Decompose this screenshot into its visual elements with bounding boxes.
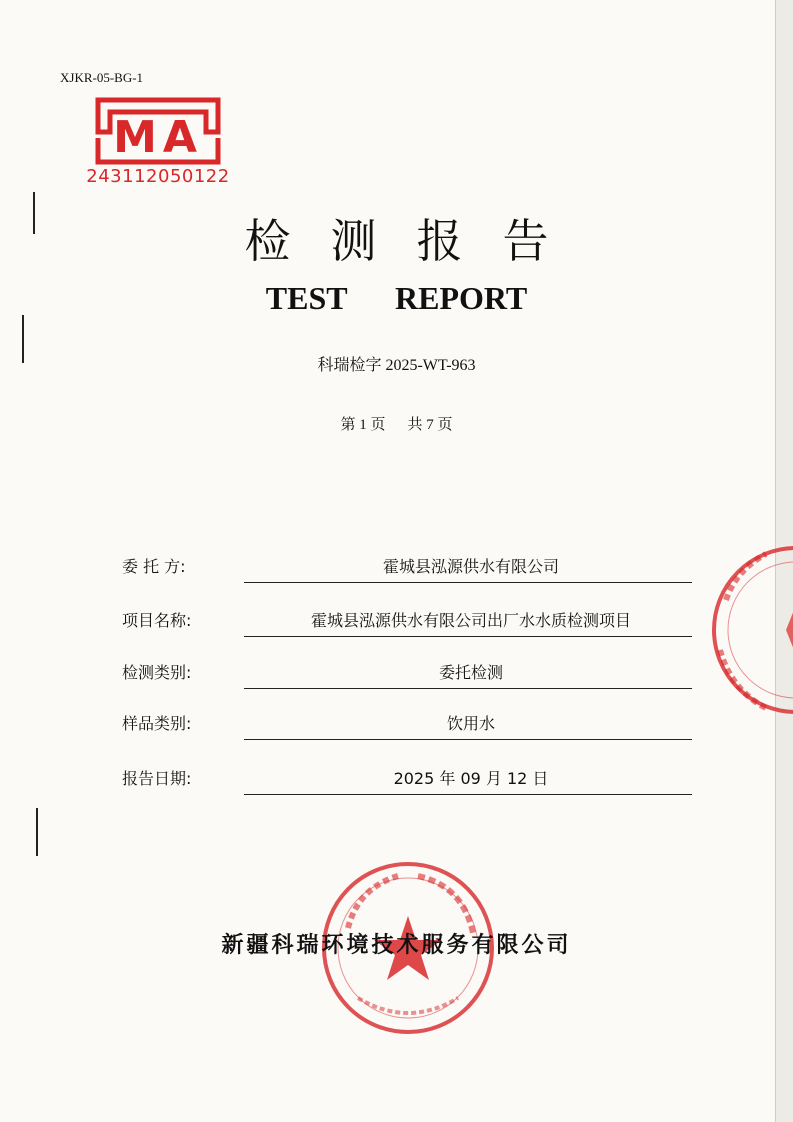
- field-value: 饮用水: [446, 714, 495, 733]
- page-total: 共 7 页: [407, 417, 453, 433]
- report-title-english: TEST REPORT: [265, 280, 528, 316]
- field-label: 检测类别:: [122, 663, 192, 682]
- field-underline: [244, 688, 692, 689]
- field-underline: [244, 636, 692, 637]
- field-value: 霍城县泓源供水有限公司: [382, 557, 559, 576]
- field-row-project-name: [122, 597, 692, 637]
- cma-certificate-number: 243112050122: [86, 166, 230, 187]
- cma-logo-mark: MA: [113, 112, 203, 163]
- page-indicator: [0, 413, 793, 434]
- field-value: 霍城县泓源供水有限公司出厂水水质检测项目: [310, 611, 631, 630]
- field-value: 2025 年 09 月 12 日: [393, 769, 549, 788]
- field-underline: [244, 739, 692, 740]
- field-row-test-category: [122, 649, 692, 689]
- edge-seal-stamp: [706, 540, 793, 720]
- field-underline: [244, 794, 692, 795]
- field-label: 样品类别:: [122, 714, 192, 733]
- field-value: 委托检测: [438, 663, 503, 682]
- field-label: 委 托 方:: [122, 557, 186, 576]
- field-label: 报告日期:: [122, 769, 192, 788]
- binder-mark: [36, 808, 38, 856]
- issuing-company-name: 新疆科瑞环境技术服务有限公司: [221, 932, 572, 958]
- report-title-chinese: 检测报告: [244, 214, 589, 268]
- document-code: XJKR-05-BG-1: [60, 70, 144, 85]
- field-label: 项目名称:: [122, 611, 192, 630]
- page-current: 第 1 页: [340, 417, 386, 433]
- field-row-sample-category: [122, 700, 692, 740]
- report-number: 科瑞检字 2025-WT-963: [317, 357, 476, 374]
- field-row-client: [122, 543, 692, 583]
- field-row-report-date: [122, 755, 692, 795]
- field-underline: [244, 582, 692, 583]
